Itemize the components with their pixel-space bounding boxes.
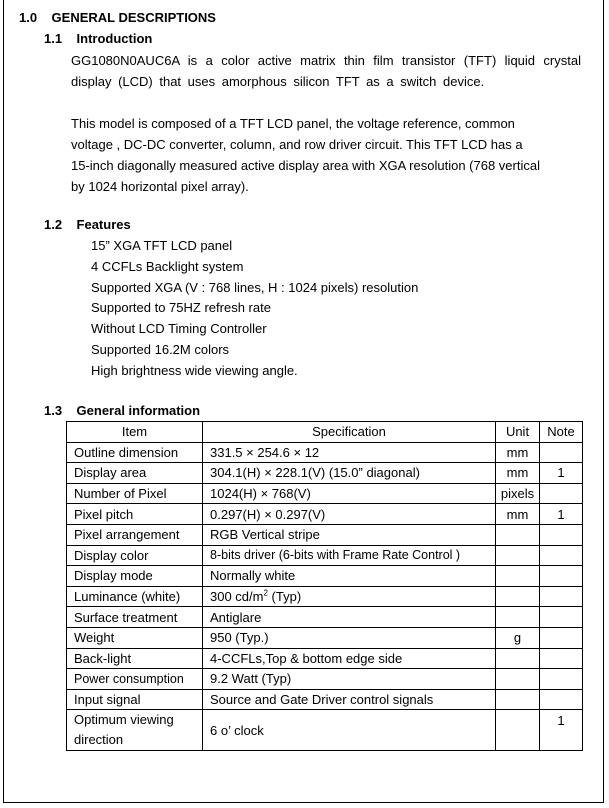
row-unit bbox=[496, 545, 540, 566]
row-note bbox=[540, 586, 583, 607]
intro-number: 1.1 bbox=[44, 31, 63, 46]
row-item: Input signal bbox=[67, 689, 203, 710]
header-specification: Specification bbox=[203, 422, 496, 443]
row-spec: 9.2 Watt (Typ) bbox=[203, 669, 496, 690]
row-unit bbox=[496, 586, 540, 607]
table-row bbox=[67, 648, 583, 669]
table-row bbox=[67, 463, 583, 484]
table-row bbox=[67, 669, 583, 690]
row-spec: 950 (Typ.) bbox=[203, 627, 496, 648]
row-spec: Normally white bbox=[203, 566, 496, 587]
row-spec: 304.1(H) × 228.1(V) (15.0” diagonal) bbox=[203, 463, 496, 484]
row-note bbox=[540, 607, 583, 628]
features-list bbox=[91, 236, 418, 382]
feature-item: Supported XGA (V : 768 lines, H : 1024 pixels) resolution bbox=[91, 279, 419, 295]
row-note: 1 bbox=[540, 463, 583, 484]
spec-table bbox=[66, 421, 583, 751]
row-spec: RGB Vertical stripe bbox=[203, 524, 496, 545]
header-item: Item bbox=[67, 422, 203, 443]
row-item: Number of Pixel bbox=[67, 483, 203, 504]
row-item: Back-light bbox=[67, 648, 203, 669]
general-info-number: 1.3 bbox=[44, 403, 63, 418]
intro-paragraph-1 bbox=[71, 50, 581, 92]
table-row bbox=[67, 545, 583, 566]
row-note bbox=[540, 669, 583, 690]
row-unit: mm bbox=[496, 504, 540, 525]
row-unit: mm bbox=[496, 463, 540, 484]
luminance-qualifier: (Typ) bbox=[267, 589, 302, 605]
row-spec: Antiglare bbox=[203, 607, 496, 628]
feature-item: 4 CCFLs Backlight system bbox=[91, 258, 244, 274]
row-note bbox=[540, 483, 583, 504]
section-heading bbox=[19, 10, 216, 25]
features-title: Features bbox=[76, 217, 131, 232]
section-number: 1.0 bbox=[19, 10, 38, 25]
table-row bbox=[67, 586, 583, 607]
intro-line: This model is composed of a TFT LCD panel, the voltage reference, common bbox=[71, 116, 515, 131]
feature-item: Supported 16.2M colors bbox=[91, 341, 230, 357]
row-item: Display color bbox=[67, 545, 203, 566]
row-item: Weight bbox=[67, 627, 203, 648]
intro-line: by 1024 horizontal pixel array). bbox=[71, 179, 249, 194]
row-note bbox=[540, 627, 583, 648]
section-title: GENERAL DESCRIPTIONS bbox=[51, 10, 216, 25]
table-row bbox=[67, 524, 583, 545]
row-item: Luminance (white) bbox=[67, 586, 203, 607]
intro-line: GG1080N0AUC6A is a color active matrix thin film transistor (TFT) liquid crystal bbox=[71, 53, 581, 68]
row-spec: 0.297(H) × 0.297(V) bbox=[203, 504, 496, 525]
row-spec bbox=[203, 586, 496, 607]
row-unit bbox=[496, 566, 540, 587]
row-note bbox=[540, 648, 583, 669]
table-row bbox=[67, 607, 583, 628]
row-note bbox=[540, 689, 583, 710]
intro-line: display (LCD) that uses amorphous silicon TFT as a switch device. bbox=[71, 74, 485, 89]
row-unit bbox=[496, 648, 540, 669]
general-info-title: General information bbox=[76, 403, 201, 418]
general-info-heading bbox=[44, 403, 200, 418]
header-unit: Unit bbox=[496, 422, 540, 443]
table-row bbox=[67, 689, 583, 710]
row-item: Optimum viewing direction bbox=[67, 710, 203, 751]
row-spec: 8-bits driver (6-bits with Frame Rate Control ) bbox=[203, 545, 496, 566]
row-note: 1 bbox=[540, 504, 583, 525]
features-heading bbox=[44, 217, 131, 232]
luminance-exponent: 2 bbox=[263, 588, 268, 598]
intro-heading bbox=[44, 31, 152, 46]
row-spec: 4-CCFLs,Top & bottom edge side bbox=[203, 648, 496, 669]
row-note bbox=[540, 566, 583, 587]
row-note bbox=[540, 545, 583, 566]
row-item: Outline dimension bbox=[67, 442, 203, 463]
table-row bbox=[67, 483, 583, 504]
row-spec: Source and Gate Driver control signals bbox=[203, 689, 496, 710]
row-unit bbox=[496, 607, 540, 628]
table-row bbox=[67, 627, 583, 648]
luminance-value: 300 cd/m bbox=[210, 589, 264, 605]
row-unit bbox=[496, 669, 540, 690]
feature-item: Supported to 75HZ refresh rate bbox=[91, 300, 271, 316]
row-unit: pixels bbox=[496, 483, 540, 504]
table-row bbox=[67, 442, 583, 463]
features-number: 1.2 bbox=[44, 217, 63, 232]
row-note bbox=[540, 442, 583, 463]
table-row bbox=[67, 710, 583, 751]
row-item: Display mode bbox=[67, 566, 203, 587]
row-item: Pixel arrangement bbox=[67, 524, 203, 545]
table-row bbox=[67, 566, 583, 587]
row-spec: 331.5 × 254.6 × 12 bbox=[203, 442, 496, 463]
row-unit bbox=[496, 689, 540, 710]
row-unit: g bbox=[496, 627, 540, 648]
intro-paragraph-2 bbox=[71, 113, 581, 197]
row-item: Display area bbox=[67, 463, 203, 484]
table-header-row bbox=[67, 422, 583, 443]
intro-title: Introduction bbox=[76, 31, 153, 46]
feature-item: Without LCD Timing Controller bbox=[91, 321, 267, 337]
intro-line: voltage , DC-DC converter, column, and row driver circuit. This TFT LCD has a bbox=[71, 137, 523, 152]
row-note: 1 bbox=[540, 710, 583, 751]
row-spec: 6 o’ clock bbox=[203, 710, 496, 751]
header-note: Note bbox=[540, 422, 583, 443]
feature-item: High brightness wide viewing angle. bbox=[91, 362, 298, 378]
row-item: Surface treatment bbox=[67, 607, 203, 628]
row-unit bbox=[496, 524, 540, 545]
intro-line: 15-inch diagonally measured active display area with XGA resolution (768 vertical bbox=[71, 158, 540, 173]
row-spec: 1024(H) × 768(V) bbox=[203, 483, 496, 504]
table-row bbox=[67, 504, 583, 525]
feature-item: 15” XGA TFT LCD panel bbox=[91, 238, 233, 253]
row-item: Pixel pitch bbox=[67, 504, 203, 525]
row-unit bbox=[496, 710, 540, 751]
row-note bbox=[540, 524, 583, 545]
row-unit: mm bbox=[496, 442, 540, 463]
row-item: Power consumption bbox=[67, 669, 203, 690]
